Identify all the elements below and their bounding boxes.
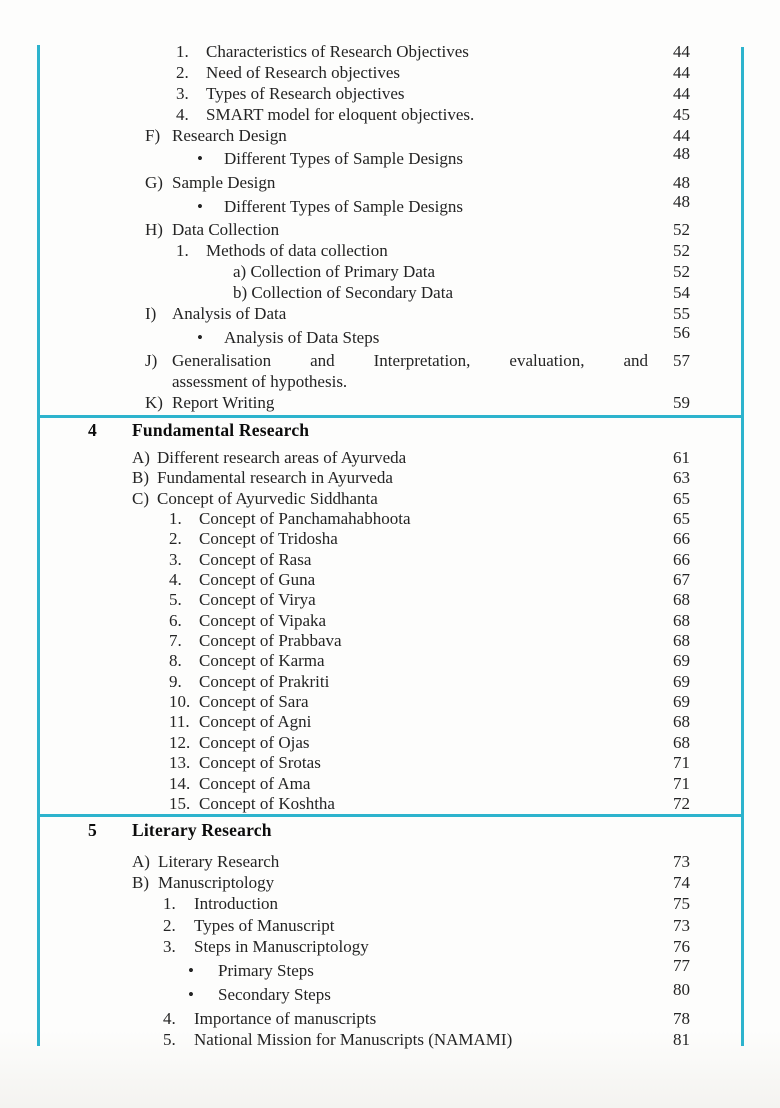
row-title: Concept of Panchamahabhoota — [199, 509, 411, 529]
row-label: B) — [132, 873, 149, 893]
page-number: 71 — [673, 773, 690, 793]
toc-row — [0, 262, 780, 283]
row-label: 2. — [163, 915, 176, 935]
row-title: Different research areas of Ayurveda — [157, 448, 407, 467]
toc-row — [0, 489, 780, 509]
toc-row — [0, 283, 780, 304]
toc-row — [0, 590, 780, 610]
page-number: 52 — [673, 220, 690, 240]
toc-row — [0, 570, 780, 590]
chapter-title: Fundamental Research — [132, 420, 310, 440]
row-label: 7. — [169, 631, 182, 651]
toc-row — [0, 63, 780, 84]
toc-row — [0, 509, 780, 529]
row-label: J) — [145, 350, 158, 370]
page-number: 44 — [673, 62, 690, 82]
page-number: 80 — [673, 980, 690, 1000]
page-number: 57 — [673, 350, 690, 370]
page-number: 76 — [673, 936, 690, 956]
row-label: 6. — [169, 610, 182, 630]
row-title: Concept of Agni — [199, 712, 312, 732]
row-label: 2. — [169, 529, 182, 549]
page-number: 81 — [673, 1030, 690, 1049]
chapter-number: 5 — [88, 820, 97, 840]
row-label: 1. — [169, 509, 182, 529]
toc-row — [0, 1029, 780, 1050]
row-label: 3. — [176, 83, 189, 103]
row-title: Concept of Virya — [199, 590, 316, 610]
row-label: 2. — [176, 62, 189, 82]
row-title: Sample Design — [172, 172, 276, 192]
row-label: F) — [145, 125, 161, 145]
toc-row — [0, 955, 780, 981]
row-title: SMART model for eloquent objectives. — [206, 104, 475, 124]
row-title: National Mission for Manuscripts (NAMAMI) — [194, 1030, 513, 1049]
row-title: Analysis of Data — [172, 303, 287, 323]
toc-row — [0, 872, 780, 893]
toc-row — [0, 105, 780, 126]
page-number: 69 — [673, 692, 690, 712]
row-title: Primary Steps — [218, 960, 314, 980]
row-title: Need of Research objectives — [206, 62, 400, 82]
toc-row — [0, 611, 780, 631]
page-number: 52 — [673, 261, 690, 281]
toc-row — [0, 936, 780, 957]
toc-row — [0, 191, 780, 218]
row-label: 10. — [169, 692, 191, 712]
row-title: Generalisation and Interpretation, evaluation, and — [172, 350, 648, 370]
row-label: 13. — [169, 753, 191, 773]
toc-section-ch5 — [0, 851, 780, 1050]
toc-row — [0, 173, 780, 194]
page-number: 68 — [673, 712, 690, 732]
row-title: Concept of Karma — [199, 651, 325, 671]
row-label: 12. — [169, 732, 191, 752]
row-title: Different Types of Sample Designs — [224, 149, 463, 169]
toc-row — [0, 774, 780, 794]
row-title: Importance of manuscripts — [194, 1008, 377, 1028]
toc-row — [0, 712, 780, 732]
row-title: Characteristics of Research Objectives — [206, 42, 469, 61]
row-title: Concept of Ayurvedic Siddhanta — [157, 488, 378, 508]
toc-row — [0, 84, 780, 105]
bullet-icon: • — [188, 960, 194, 980]
row-title: Data Collection — [172, 220, 280, 240]
bullet-icon: • — [188, 985, 194, 1005]
page-number: 52 — [673, 241, 690, 261]
row-label: 1. — [176, 42, 189, 61]
toc-row — [0, 672, 780, 692]
row-title: Concept of Ojas — [199, 732, 310, 752]
row-label: 5. — [163, 1030, 176, 1049]
toc-row — [0, 915, 780, 936]
page-number: 48 — [673, 172, 690, 192]
toc-row — [0, 733, 780, 753]
row-label: 4. — [176, 104, 189, 124]
page-number: 65 — [673, 509, 690, 529]
toc-row — [0, 550, 780, 570]
bullet-icon: • — [197, 327, 203, 347]
page-number: 48 — [673, 144, 690, 164]
page-number: 73 — [673, 915, 690, 935]
toc-row — [0, 220, 780, 241]
toc-row — [0, 351, 780, 372]
row-label: K) — [145, 392, 163, 412]
page-number: 44 — [673, 83, 690, 103]
row-label: 5. — [169, 590, 182, 610]
row-label: 15. — [169, 793, 191, 813]
row-title: Fundamental research in Ayurveda — [157, 468, 393, 488]
page-number: 68 — [673, 590, 690, 610]
row-title: Concept of Sara — [199, 692, 309, 712]
row-label: C) — [132, 488, 149, 508]
page-number: 66 — [673, 529, 690, 549]
row-title: Steps in Manuscriptology — [194, 936, 369, 956]
row-label: G) — [145, 172, 163, 192]
page-number: 71 — [673, 753, 690, 773]
row-label: B) — [132, 468, 149, 488]
row-title: Secondary Steps — [218, 985, 331, 1005]
page-number: 59 — [673, 392, 690, 412]
row-label: 4. — [163, 1008, 176, 1028]
row-title: Concept of Prabbava — [199, 631, 342, 651]
page-number: 68 — [673, 610, 690, 630]
page-number: 61 — [673, 448, 690, 467]
page-number: 72 — [673, 793, 690, 813]
row-title: Different Types of Sample Designs — [224, 196, 463, 216]
page-number: 65 — [673, 488, 690, 508]
row-title: Concept of Guna — [199, 570, 316, 590]
page-number: 67 — [673, 570, 690, 590]
toc-row — [0, 893, 780, 914]
page-number: 45 — [673, 104, 690, 124]
toc-row — [0, 448, 780, 468]
toc-row — [0, 1008, 780, 1029]
row-label: A) — [132, 448, 150, 467]
page-number: 66 — [673, 549, 690, 569]
row-label: I) — [145, 303, 157, 323]
row-title: Concept of Koshtha — [199, 793, 335, 813]
row-label: 8. — [169, 651, 182, 671]
page-number: 44 — [673, 42, 690, 61]
row-label: 14. — [169, 773, 191, 793]
row-title: Types of Manuscript — [194, 915, 335, 935]
row-title: Concept of Prakriti — [199, 671, 330, 691]
toc-row — [0, 304, 780, 325]
row-title: b) Collection of Secondary Data — [233, 282, 453, 302]
row-label: 3. — [169, 549, 182, 569]
row-label: 3. — [163, 936, 176, 956]
chapter-heading-5 — [0, 818, 780, 842]
row-title: Concept of Srotas — [199, 753, 321, 773]
page-number: 44 — [673, 125, 690, 145]
toc-row — [0, 144, 780, 170]
row-label: 9. — [169, 671, 182, 691]
row-label: A) — [132, 852, 150, 871]
row-label: 1. — [176, 241, 189, 261]
toc-row — [0, 794, 780, 814]
page-number: 63 — [673, 468, 690, 488]
row-title: Concept of Ama — [199, 773, 311, 793]
toc-row — [0, 651, 780, 671]
row-title: Methods of data collection — [206, 241, 388, 261]
page-number: 48 — [673, 191, 690, 211]
toc-row — [0, 42, 780, 63]
row-title: Literary Research — [158, 852, 280, 871]
page-number: 69 — [673, 651, 690, 671]
chapter-number: 4 — [88, 420, 97, 440]
row-title: Types of Research objectives — [206, 83, 405, 103]
page-number: 54 — [673, 282, 690, 302]
toc-row — [0, 753, 780, 773]
chapter-title: Literary Research — [132, 820, 272, 840]
row-title: Concept of Vipaka — [199, 610, 327, 630]
row-title: a) Collection of Primary Data — [233, 261, 436, 281]
row-title: Concept of Tridosha — [199, 529, 338, 549]
row-title: Concept of Rasa — [199, 549, 312, 569]
toc-row — [0, 468, 780, 488]
page-number: 73 — [673, 852, 690, 871]
chapter-heading-4 — [0, 418, 780, 442]
row-title: Report Writing — [172, 392, 275, 412]
toc-row — [0, 372, 780, 393]
page-number: 68 — [673, 631, 690, 651]
row-title: Manuscriptology — [158, 873, 275, 893]
page-number: 74 — [673, 873, 690, 893]
toc-row — [0, 393, 780, 414]
toc-section-top — [0, 42, 780, 414]
bullet-icon: • — [197, 196, 203, 216]
toc-row — [0, 322, 780, 349]
row-label: 11. — [169, 712, 190, 732]
toc-row — [0, 529, 780, 549]
toc-row — [0, 241, 780, 262]
page-number: 78 — [673, 1008, 690, 1028]
toc-row — [0, 851, 780, 872]
row-label: 1. — [163, 894, 176, 914]
chapter-5-divider-line — [38, 814, 744, 817]
toc-row — [0, 126, 780, 147]
page-number: 55 — [673, 303, 690, 323]
bullet-icon: • — [197, 149, 203, 169]
page-number: 56 — [673, 322, 690, 342]
row-label: 4. — [169, 570, 182, 590]
page-number: 75 — [673, 894, 690, 914]
toc-row — [0, 980, 780, 1005]
row-label: H) — [145, 220, 163, 240]
toc-row — [0, 631, 780, 651]
row-title: assessment of hypothesis. — [172, 371, 348, 391]
row-title: Introduction — [194, 894, 279, 914]
toc-row — [0, 692, 780, 712]
row-title: Analysis of Data Steps — [224, 327, 380, 347]
page-number: 69 — [673, 671, 690, 691]
toc-section-ch4 — [0, 448, 780, 814]
page-number: 77 — [673, 955, 690, 975]
page-number: 68 — [673, 732, 690, 752]
row-title: Research Design — [172, 125, 287, 145]
